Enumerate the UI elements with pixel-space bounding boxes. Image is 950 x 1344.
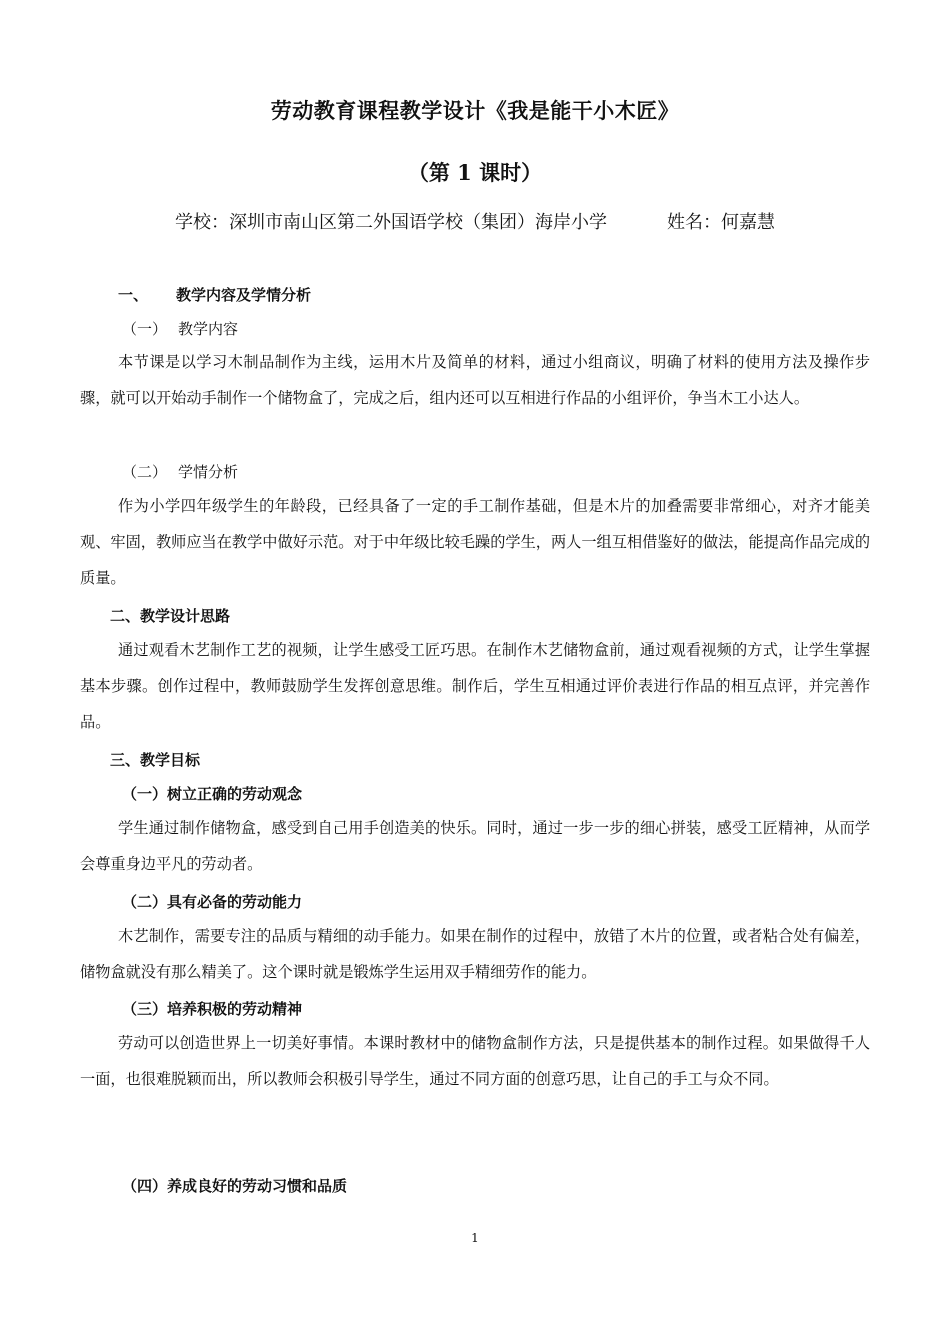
paragraph-goal-1: 学生通过制作储物盒，感受到自己用手创造美的快乐。同时，通过一步一步的细心拼装，感受工匠精神，从而学会尊重身边平凡的劳动者。 bbox=[80, 819, 870, 873]
goal-1-heading: （一）树立正确的劳动观念 bbox=[122, 785, 303, 803]
paragraph-student-analysis: 作为小学四年级学生的年龄段，已经具备了一定的手工制作基础，但是木片的加叠需要非常细心，对齐才能美观、牢固，教师应当在教学中做好示范。对于中年级比较毛躁的学生，两人一组互相借鉴好的做法，能提高作品完成的质量。 bbox=[80, 497, 870, 587]
school-name: 学校：深圳市南山区第二外国语学校（集团）海岸小学 bbox=[175, 212, 607, 233]
subsection-1-2-title: 学情分析 bbox=[178, 463, 239, 481]
section-1-number: 一、 bbox=[118, 286, 149, 304]
section-1-heading bbox=[118, 284, 311, 305]
goal-2-heading: （二）具有必备的劳动能力 bbox=[122, 893, 303, 911]
paragraph-goal-3: 劳动可以创造世界上一切美好事情。本课时教材中的储物盒制作方法，只是提供基本的制作过程。如果做得千人一面，也很难脱颖而出，所以教师会积极引导学生，通过不同方面的创意巧思，让自己的手工与众不同。 bbox=[80, 1034, 870, 1088]
subsection-1-1-title: 教学内容 bbox=[178, 320, 239, 338]
subsection-1-1-heading bbox=[122, 318, 238, 339]
subsection-1-2-number: （二） bbox=[122, 463, 168, 481]
author-name: 姓名：何嘉慧 bbox=[667, 212, 775, 233]
document-title: 劳动教育课程教学设计《我是能干小木匠》 bbox=[270, 98, 680, 123]
page-number: 1 bbox=[471, 1231, 479, 1245]
goal-4-heading: （四）养成良好的劳动习惯和品质 bbox=[122, 1177, 348, 1195]
paragraph-teaching-content: 本节课是以学习木制品制作为主线，运用木片及简单的材料，通过小组商议，明确了材料的使用方法及操作步骤，就可以开始动手制作一个储物盒了，完成之后，组内还可以互相进行作品的小组评价，争当木工小达人。 bbox=[80, 353, 870, 407]
section-1-title: 教学内容及学情分析 bbox=[176, 286, 312, 304]
section-3-heading: 三、教学目标 bbox=[110, 751, 201, 769]
document-subtitle: （第 1 课时） bbox=[407, 160, 543, 185]
subsection-1-2-heading bbox=[122, 461, 238, 482]
section-2-heading: 二、教学设计思路 bbox=[110, 607, 231, 625]
author-info bbox=[0, 208, 950, 234]
goal-3-heading: （三）培养积极的劳动精神 bbox=[122, 1000, 303, 1018]
paragraph-design-idea: 通过观看木艺制作工艺的视频，让学生感受工匠巧思。在制作木艺储物盒前，通过观看视频的方式，让学生掌握基本步骤。创作过程中，教师鼓励学生发挥创意思维。制作后，学生互相通过评价表进行作品的相互点评，并完善作品。 bbox=[80, 641, 870, 731]
paragraph-goal-2: 木艺制作，需要专注的品质与精细的动手能力。如果在制作的过程中，放错了木片的位置，或者粘合处有偏差，储物盒就没有那么精美了。这个课时就是锻炼学生运用双手精细劳作的能力。 bbox=[80, 927, 870, 981]
subsection-1-1-number: （一） bbox=[122, 320, 168, 338]
